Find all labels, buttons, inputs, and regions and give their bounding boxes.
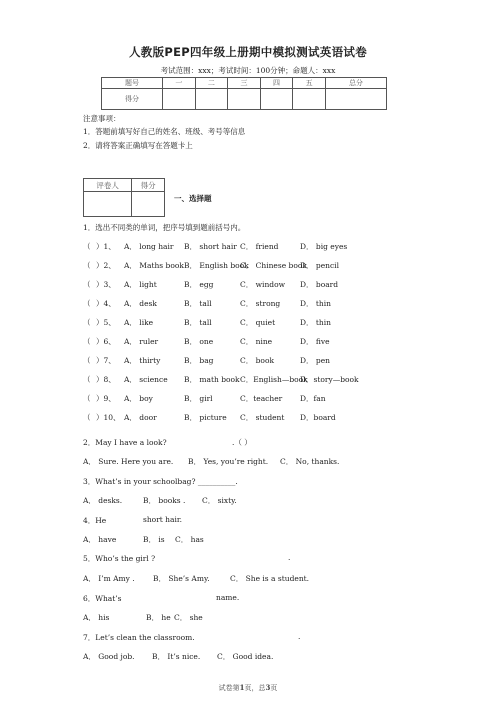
option: A． science — [124, 375, 168, 384]
answer-blank: . — [288, 553, 291, 562]
option: D．board — [300, 413, 336, 422]
exam-title: 人教版PEP四年级上册期中模拟测试英语试卷 — [128, 45, 367, 59]
option: A． Good job. — [83, 652, 135, 661]
score-cell — [260, 89, 293, 110]
answer-paren: （ — [83, 375, 91, 384]
question-stem: 7．Let’s clean the classroom. — [83, 633, 195, 642]
option: C． book — [240, 356, 274, 365]
option: C． she — [174, 613, 203, 622]
option: B． egg — [184, 280, 214, 289]
option: C． nine — [240, 337, 273, 346]
grader-table — [83, 178, 165, 217]
option: A． have — [83, 535, 117, 544]
question-number: ）3、 — [96, 280, 116, 289]
option: C． strong — [240, 299, 281, 308]
question-number: ）10、 — [96, 413, 121, 422]
option: C． student — [240, 413, 285, 422]
option: C． has — [175, 535, 204, 544]
answer-blank: .（ ） — [232, 438, 252, 447]
answer-paren: （ — [83, 356, 91, 365]
option: C． Chinese book — [240, 261, 307, 270]
answer-paren: （ — [83, 242, 91, 251]
option: C． quiet — [240, 318, 276, 327]
question-number: ）7、 — [96, 356, 116, 365]
option: D． five — [300, 337, 330, 346]
option: A． his — [83, 613, 110, 622]
question-number: ）5、 — [96, 318, 116, 327]
option: A． like — [124, 318, 154, 327]
question-number: ）1、 — [96, 242, 116, 251]
question-stem: 2．May I have a look? — [83, 438, 167, 447]
option: A． thirty — [124, 356, 161, 365]
option: B． short hair — [184, 242, 237, 251]
option: D． thin — [300, 318, 331, 327]
option: C． Good idea. — [217, 652, 274, 661]
option: A． Sure. Here you are. — [83, 457, 174, 466]
question-instruction: 1．选出不同类的单词，把序号填到题前括号内。 — [83, 223, 246, 232]
score-row-label: 得分 — [102, 89, 163, 110]
grader-cell — [132, 192, 165, 217]
option: B． English book — [184, 261, 249, 270]
score-cell — [293, 89, 326, 110]
score-header-cell: 二 — [195, 78, 228, 89]
score-cell — [195, 89, 228, 110]
option: A． desks. — [83, 496, 123, 505]
option: A． I’m Amy . — [83, 574, 135, 583]
option: C． sixty. — [202, 496, 237, 505]
note-item: 2．请将答案正确填写在答题卡上 — [83, 141, 193, 150]
question-number: ）2、 — [96, 261, 116, 270]
question-stem-continued: short hair. — [143, 515, 183, 524]
option: B． girl — [184, 394, 213, 403]
score-cell — [325, 89, 386, 110]
option: A． desk — [124, 299, 157, 308]
grader-score-label: 得分 — [132, 179, 165, 192]
question-stem: 6．What’s — [83, 594, 122, 603]
option: A． boy — [124, 394, 153, 403]
answer-paren: （ — [83, 261, 91, 270]
score-cell — [228, 89, 261, 110]
option: B． is — [143, 535, 165, 544]
footer-suffix: 页 — [270, 684, 278, 692]
option: B． She’s Amy. — [153, 574, 210, 583]
option: D． thin — [300, 299, 331, 308]
option: B． he — [146, 613, 171, 622]
option: B． It’s nice. — [152, 652, 201, 661]
note-item: 1．答题前填写好自己的姓名、班级、考号等信息 — [83, 127, 246, 136]
question-number: ）9、 — [96, 394, 116, 403]
option: B． math book — [184, 375, 240, 384]
section-title: 一、选择题 — [174, 194, 212, 203]
option: A． light — [124, 280, 157, 289]
option: D． big eyes — [300, 242, 348, 251]
question-number: ）8、 — [96, 375, 116, 384]
grader-cell — [84, 192, 132, 217]
footer-prefix: 试卷第 — [218, 684, 240, 692]
footer-page-number: 1 — [239, 683, 245, 692]
option: B． bag — [184, 356, 214, 365]
option: A． long hair — [124, 242, 174, 251]
option: B． tall — [184, 299, 212, 308]
option: A． Maths book — [124, 261, 184, 270]
footer-middle: 页，总 — [244, 684, 266, 692]
footer-total-pages: 3 — [265, 683, 271, 692]
score-header-cell: 三 — [228, 78, 261, 89]
option: B． tall — [184, 318, 212, 327]
page-footer — [0, 683, 496, 693]
option: A． ruler — [124, 337, 159, 346]
option: C． She is a student. — [230, 574, 310, 583]
option: D． pen — [300, 356, 330, 365]
option: D．fan — [300, 394, 326, 403]
option: B． one — [184, 337, 214, 346]
grader-label: 评卷人 — [84, 179, 132, 192]
score-header-cell: 总分 — [325, 78, 386, 89]
answer-paren: （ — [83, 318, 91, 327]
notes-heading: 注意事项： — [83, 114, 121, 123]
option: C． window — [240, 280, 286, 289]
answer-blank: . — [298, 632, 301, 641]
option: D．story—book — [300, 375, 359, 384]
answer-paren: （ — [83, 394, 91, 403]
option: C． friend — [240, 242, 279, 251]
answer-paren: （ — [83, 280, 91, 289]
score-header-cell: 四 — [260, 78, 293, 89]
answer-paren: （ — [83, 413, 91, 422]
option: A． door — [124, 413, 157, 422]
option: B． picture — [184, 413, 227, 422]
answer-paren: （ — [83, 299, 91, 308]
option: D． board — [300, 280, 339, 289]
question-stem-continued: name. — [216, 593, 240, 602]
score-header-cell: 五 — [293, 78, 326, 89]
question-stem: 5．Who’s the girl ? — [83, 554, 156, 563]
answer-paren: （ — [83, 337, 91, 346]
option: C．English—book — [240, 375, 308, 384]
question-number: ）4、 — [96, 299, 116, 308]
option: B． Yes, you’re right. — [188, 457, 269, 466]
question-stem: 3．What’s in your schoolbag? __________. — [83, 477, 238, 486]
option: B． books . — [143, 496, 186, 505]
question-stem: 4．He — [83, 516, 107, 525]
question-number: ）6、 — [96, 337, 116, 346]
score-header-cell: 题号 — [102, 78, 163, 89]
exam-subtitle: 考试范围：xxx；考试时间：100分钟；命题人：xxx — [160, 66, 336, 75]
option: C．teacher — [240, 394, 283, 403]
score-cell — [163, 89, 196, 110]
score-table — [101, 77, 387, 110]
score-header-cell: 一 — [163, 78, 196, 89]
option: D． pencil — [300, 261, 339, 270]
option: C． No, thanks. — [280, 457, 340, 466]
